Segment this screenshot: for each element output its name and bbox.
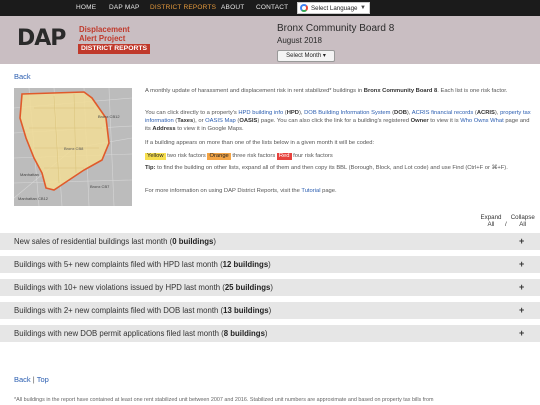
nav-contact[interactable]: CONTACT [256,4,289,11]
intro-text: ), [298,110,305,116]
section-title: Buildings with 2+ new complaints filed with DOB last month [14,306,219,315]
tip-label: Tip: [145,165,156,171]
acris-link[interactable]: ACRIS financial records [411,110,474,116]
section-title: New sales of residential buildings last month [14,237,168,246]
section-label: Buildings with new DOB permit applications filed last month (8 buildings) [14,329,268,338]
intro-text: page. [320,188,337,194]
intro-text: ), [406,110,412,116]
intro-bold: DOB [394,110,407,116]
section-new-sales[interactable] [0,233,540,250]
intro-text: ) page. You can also click the link for a building's registered [257,118,411,125]
map-label: Manhattan [20,172,39,177]
intro-bold: Owner [410,118,429,125]
intro-text: ( [173,118,178,125]
district-map[interactable] [14,88,132,206]
back-link[interactable]: Back [14,72,31,81]
nav-home[interactable]: HOME [76,4,97,11]
nav-about[interactable]: ABOUT [221,4,245,11]
section-count: 12 buildings [222,260,269,269]
risk-legend-text: four risk factors [291,153,333,159]
section-label: Buildings with 10+ new violations issued by HPD last month (25 buildings) [14,283,273,292]
collapse-all-button[interactable]: Collapse All [510,214,535,228]
report-date: August 2018 [277,36,322,45]
caret-down-icon: ▾ [322,53,326,59]
district-map-svg [14,88,132,206]
intro-paragraph-2 [145,109,535,134]
map-label: Bronx CB8 [64,146,84,151]
risk-legend-text: two risk factors [165,153,206,159]
nav-district-reports[interactable]: DISTRICT REPORTS [150,4,217,11]
language-select[interactable] [297,2,370,14]
section-label: Buildings with 5+ new complaints filed with HPD last month (12 buildings) [14,260,271,269]
section-count: 8 buildings [223,329,265,338]
intro-paragraph-3 [145,139,535,147]
intro-bold: HPD [286,110,299,116]
intro-bold: OASIS [239,118,258,125]
plus-icon[interactable]: + [519,282,525,292]
plus-icon[interactable]: + [519,305,525,315]
divider: / [505,221,507,228]
intro-text: ( [473,110,477,116]
footer-top-link[interactable]: Top [36,375,49,384]
footnote: *All buildings in the report have contained at least one rent stabilized unit between 2007 and 2016. Stabilized unit numbers are approximate and based on property tax bills from [14,397,434,403]
intro-bold: Address [152,126,176,133]
tip-paragraph [145,164,535,172]
language-select-label: Select Language [311,4,358,12]
map-label: Bronx CB7 [90,184,110,189]
intro-text: For more information on using DAP District Reports, visit the [145,188,302,194]
intro-paragraph-1 [145,87,535,95]
footer-back-link[interactable]: Back [14,375,31,384]
section-hpd-complaints[interactable] [0,256,540,273]
section-count: 25 buildings [224,283,271,292]
intro-text: ), [494,110,501,116]
plus-icon[interactable]: + [519,328,525,338]
section-count: 0 buildings [172,237,214,246]
taxes-link[interactable]: property tax information [145,110,531,125]
logo-badge: DISTRICT REPORTS [78,44,150,54]
risk-chip-orange: Orange [209,153,229,159]
expand-collapse-controls [479,214,537,228]
section-count: 13 buildings [223,306,269,315]
section-title: Buildings with 5+ new complaints filed with HPD last month [14,260,218,269]
map-label: Manhattan CB12 [18,196,49,201]
intro-text: . Each list is one risk factor. [437,88,508,94]
select-month-label: Select Month [286,53,322,59]
footer-links [14,375,49,384]
chevron-down-icon: ▼ [360,4,366,11]
dap-logo[interactable] [17,28,65,50]
intro-text: A monthly update of harassment and displacement risk in rent stabilized* buildings in [145,88,364,94]
top-nav [0,0,540,16]
section-label: New sales of residential buildings last month (0 buildings) [14,237,216,246]
section-title: Buildings with new DOB permit applications filed last month [14,329,219,338]
footer-separator: | [32,375,35,384]
plus-icon[interactable]: + [519,259,525,269]
intro-text: ), or [193,118,206,125]
who-owns-what-link[interactable]: Who Owns What [460,118,504,125]
section-hpd-violations[interactable] [0,279,540,296]
dob-link[interactable]: DOB Building Information System [304,110,391,116]
intro-bold: Taxes [177,118,194,125]
logo-line-1: Displacement [79,25,130,34]
intro-text: page and its [145,118,530,133]
intro-text: You can click directly to a property's [145,110,239,116]
risk-legend-text: three risk factors [230,153,276,159]
tutorial-link[interactable]: Tutorial [301,188,321,194]
intro-text: ( [235,118,240,125]
google-g-icon [300,4,308,12]
hpd-link[interactable]: HPD building info [238,110,284,116]
logo-text: DAP [17,26,66,51]
section-dob-permits[interactable] [0,325,540,342]
logo-line-2: Alert Project [79,34,126,43]
expand-all-button[interactable]: Expand All [480,214,502,228]
report-title: Bronx Community Board 8 [277,23,395,34]
intro-text: to view it in Google Maps. [175,126,244,133]
risk-chip-red: Red [278,153,290,159]
risk-chip-yellow: Yellow [147,153,164,159]
plus-icon[interactable]: + [519,236,525,246]
intro-text: to view it is [428,118,461,125]
section-dob-complaints[interactable] [0,302,540,319]
tip-text: to find the building on other lists, expand all of them and then copy its BBL (Borough, Block, and Lot code) and use Find (Ctrl+F or ⌘+F). [155,165,508,171]
section-title: Buildings with 10+ new violations issued by HPD last month [14,283,221,292]
intro-text: ( [390,110,395,116]
district-name: Bronx Community Board 8 [363,88,438,94]
select-month-button[interactable] [277,50,335,62]
section-label: Buildings with 2+ new complaints filed with DOB last month (13 buildings) [14,306,272,315]
oasis-link[interactable]: OASIS Map [205,118,236,125]
intro-bold: ACRIS [476,110,495,116]
map-label: Bronx CB12 [98,114,120,119]
intro-paragraph-5 [145,187,535,195]
nav-dap-map[interactable]: DAP MAP [109,4,140,11]
intro-text: ( [283,110,287,116]
risk-legend [145,152,535,160]
intro-text: If a building appears on more than one of the lists below in a given month it will be coded: [145,140,375,146]
